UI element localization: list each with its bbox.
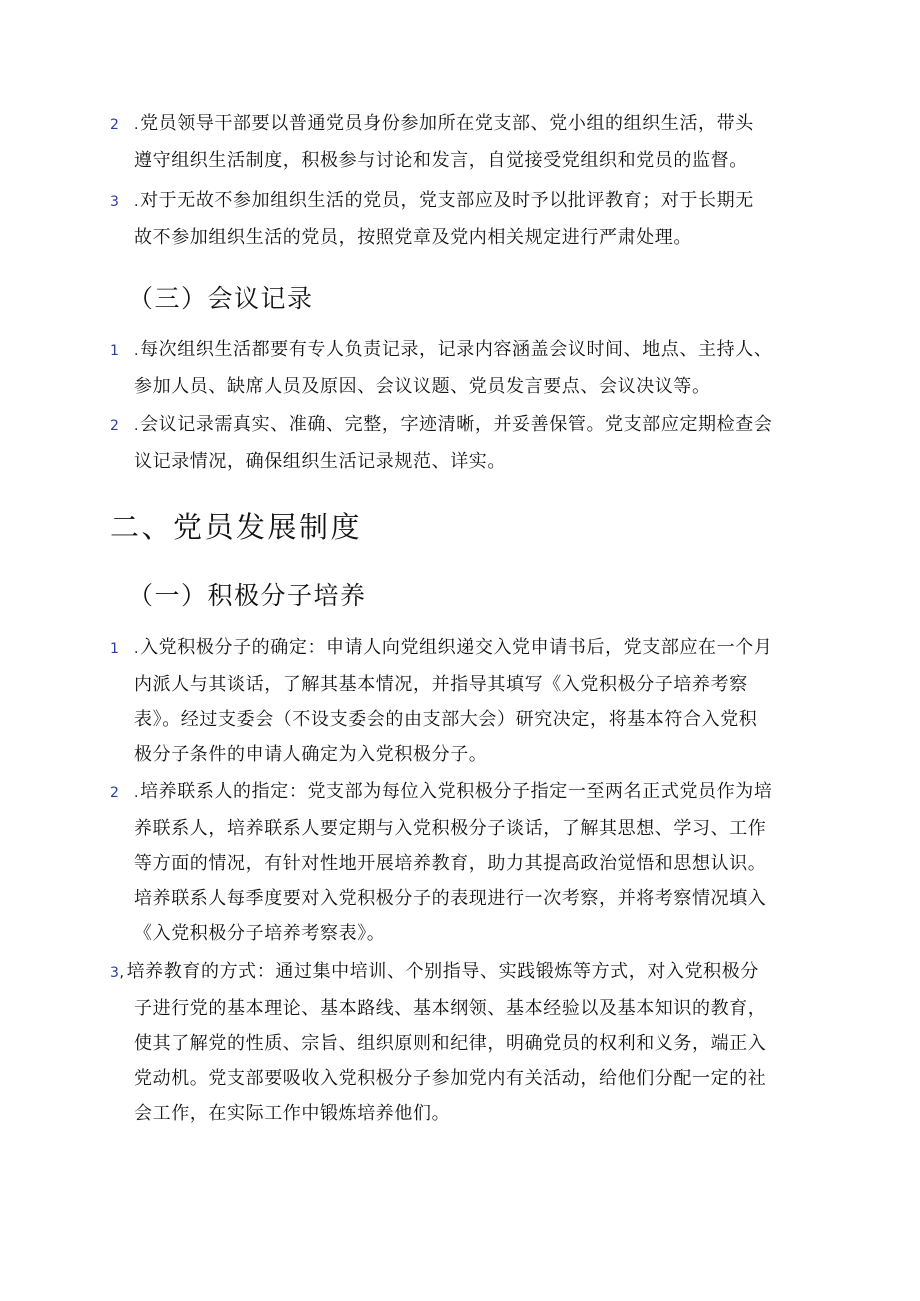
item-text-line: 会议记录需真实、准确、完整，字迹清晰，并妥善保管。党支部应定期检查会 [140,414,773,435]
item-number: 2 [110,785,120,801]
item-number: 3 [110,965,120,981]
item-text-line: 议记录情况，确保组织生活记录规范、详实。 [134,451,506,472]
list-item [110,630,810,772]
item-text-line: 极分子条件的申请人确定为入党积极分子。 [134,744,488,765]
item-separator: . [134,194,140,210]
item-text-line: 等方面的情况，有针对性地开展培养教育，助力其提高政治觉悟和思想认识。 [134,853,767,874]
item-text-line: 党员领导干部要以普通党员身份参加所在党支部、党小组的组织生活，带头 [140,113,754,134]
item-text-line: 对于无故不参加组织生活的党员，党支部应及时予以批评教育；对于长期无 [140,190,754,211]
list-item [110,954,810,1131]
item-separator: , [119,965,125,981]
list-item [110,332,810,404]
item-number: 2 [110,117,120,133]
item-separator: . [134,641,140,657]
section-heading: （三）会议记录 [128,284,314,313]
item-number: 1 [110,343,120,359]
item-number: 1 [110,641,120,657]
item-text-line: 《入党积极分子培养考察表》。 [134,923,386,944]
list-item [110,407,810,479]
item-text-line: 养联系人，培养联系人要定期与入党积极分子谈话，了解其思想、学习、工作 [134,818,767,839]
item-text-line: 培养联系人每季度要对入党积极分子的表现进行一次考察，并将考察情况填入 [134,888,767,909]
item-separator: . [134,343,140,359]
item-text-line: 子进行党的基本理论、基本路线、基本纲领、基本经验以及基本知识的教育， [134,998,767,1019]
item-text-line: 遵守组织生活制度，积极参与讨论和发言，自觉接受党组织和党员的监督。 [134,150,748,171]
item-text-line: 每次组织生活都要有专人负责记录，记录内容涵盖会议时间、地点、主持人、 [140,339,773,360]
item-text-line: 参加人员、缺席人员及原因、会议议题、党员发言要点、会议决议等。 [134,376,711,397]
section-heading: （一）积极分子培养 [128,581,367,610]
item-number: 3 [110,194,120,210]
item-separator: . [134,418,140,434]
item-text-line: 表》。经过支委会（不设支委会的由支部大会）研究决定，将基本符合入党积 [134,709,758,730]
list-item [110,774,810,951]
item-text-line: 使其了解党的性质、宗旨、组织原则和纪律，明确党员的权利和义务，端正入 [134,1033,767,1054]
item-number: 2 [110,418,120,434]
item-text-line: 培养联系人的指定：党支部为每位入党积极分子指定一至两名正式党员作为培 [140,781,773,802]
item-separator: . [134,785,140,801]
item-text-line: 故不参加组织生活的党员，按照党章及党内相关规定进行严肃处理。 [134,227,692,248]
item-text-line: 会工作，在实际工作中锻炼培养他们。 [134,1103,451,1124]
item-text-line: 内派人与其谈话，了解其基本情况，并指导其填写《入党积极分子培养考察 [134,674,748,695]
chapter-heading: 二、党员发展制度 [110,510,363,544]
item-separator: . [134,117,140,133]
item-text-line: 党动机。党支部要吸收入党积极分子参加党内有关活动，给他们分配一定的社 [134,1068,767,1089]
item-text-line: 培养教育的方式：通过集中培训、个别指导、实践锻炼等方式，对入党积极分 [126,961,759,982]
list-item [110,183,810,255]
item-text-line: 入党积极分子的确定：申请人向党组织递交入党申请书后，党支部应在一个月 [140,637,773,658]
list-item [110,106,810,178]
